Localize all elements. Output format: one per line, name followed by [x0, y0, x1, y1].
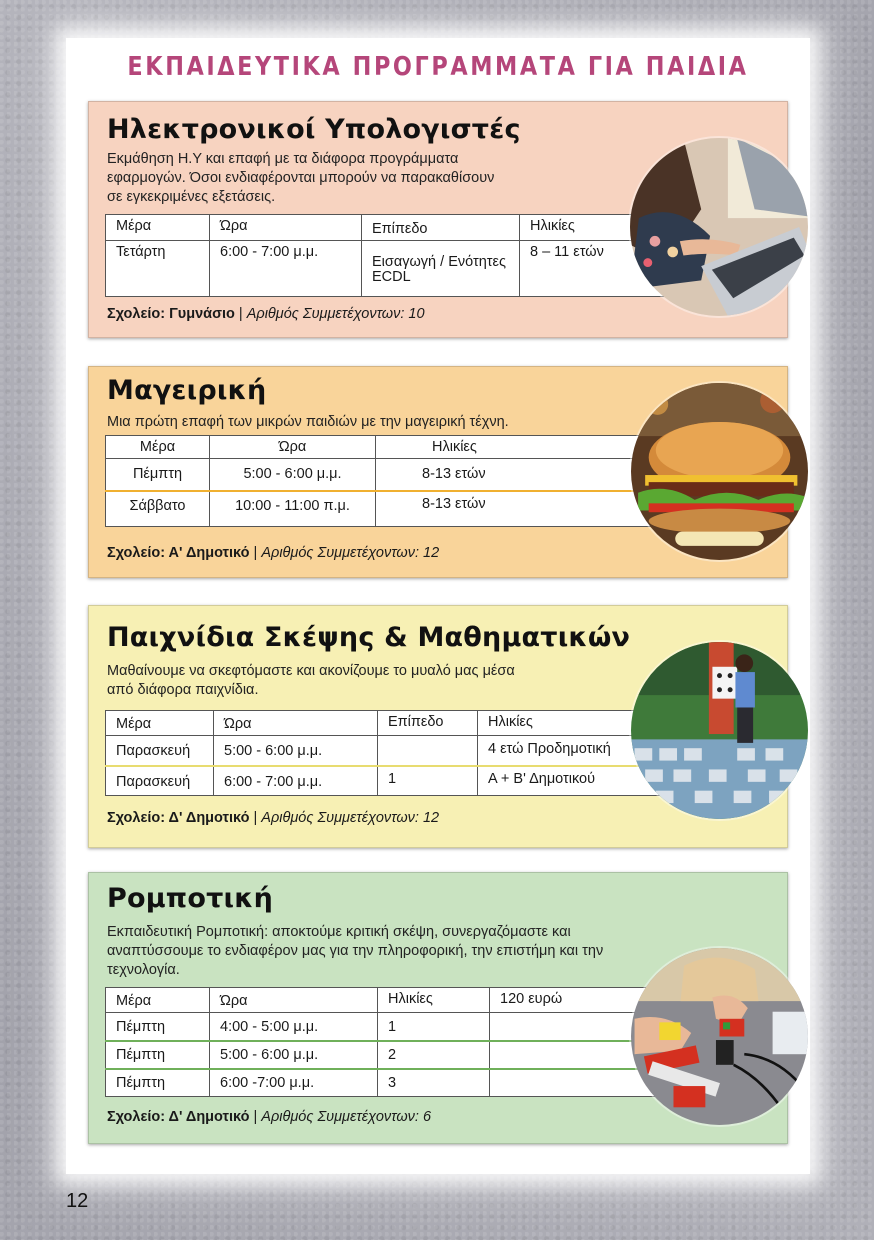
- schedule-table: [105, 435, 665, 527]
- table-header-cell: Μέρα: [106, 436, 210, 459]
- participants-count: Αριθμός Συμμετέχοντων: 6: [261, 1109, 432, 1125]
- table-cell: 6:00 - 7:00 μ.μ.: [210, 241, 362, 297]
- table-cell: 5:00 - 6:00 μ.μ.: [214, 736, 378, 766]
- table-cell: 5:00 - 6:00 μ.μ.: [210, 1041, 378, 1069]
- section-footer: Σχολείο: Α' Δημοτικό | Αριθμός Συμμετέχοντων: 12: [107, 545, 440, 561]
- table-cell: Παρασκευή: [106, 736, 214, 766]
- table-cell: Πέμπτη: [106, 1013, 210, 1041]
- school-label: Σχολείο: Δ' Δημοτικό: [107, 1109, 250, 1125]
- table-header-row: [106, 988, 665, 1013]
- participants-count: Αριθμός Συμμετέχοντων: 12: [261, 545, 440, 561]
- table-cell: Α + Β' Δημοτικού: [478, 766, 665, 796]
- table-row: [106, 491, 665, 527]
- table-header-cell: Μέρα: [106, 988, 210, 1013]
- participants-count: Αριθμός Συμμετέχοντων: 10: [246, 306, 425, 322]
- school-label: Σχολείο: Δ' Δημοτικό: [107, 810, 250, 826]
- table-row: [106, 736, 665, 766]
- table-cell: 2: [378, 1041, 490, 1069]
- section-title: Ηλεκτρονικοί Υπολογιστές: [107, 114, 521, 145]
- participants-count: Αριθμός Συμμετέχοντων: 12: [261, 810, 440, 826]
- table-row: [106, 1041, 665, 1069]
- table-cell: 8 – 11 ετών: [520, 241, 665, 297]
- table-header-row: [106, 436, 665, 459]
- table-cell: [378, 736, 478, 766]
- kids-game-photo: [631, 642, 808, 819]
- table-cell: 1: [378, 766, 478, 796]
- table-cell: 5:00 - 6:00 μ.μ.: [210, 459, 376, 491]
- section-description: Μαθαίνουμε να σκεφτόμαστε και ακονίζουμε το μυαλό μας μέσα από διάφορα παιχνίδια.: [107, 663, 515, 698]
- table-header-cell: Ώρα: [210, 436, 376, 459]
- schedule-table: [105, 214, 665, 297]
- table-header-cell: Μέρα: [106, 215, 210, 241]
- table-cell: Παρασκευή: [106, 766, 214, 796]
- section-description: Εκμάθηση Η.Υ και επαφή με τα διάφορα προγράμματα εφαρμογών. Όσοι ενδιαφέρονται μπορούν να παρακαθίσουν σε εγκεκριμένες εξετάσεις.: [107, 151, 495, 205]
- table-cell: 1: [378, 1013, 490, 1041]
- table-cell: 6:00 -7:00 μ.μ.: [210, 1069, 378, 1097]
- table-header-cell: Επίπεδο: [362, 215, 520, 241]
- table-cell: Εισαγωγή / Ενότητες ECDL: [362, 241, 520, 297]
- table-header-cell: Ηλικίες: [378, 988, 490, 1013]
- table-cell: Σάββατο: [106, 491, 210, 527]
- section-title: Παιχνίδια Σκέψης & Μαθηματικών: [107, 622, 631, 653]
- table-cell: 4 ετώ Προδημοτική: [478, 736, 665, 766]
- section-title: Ρομποτική: [107, 883, 274, 914]
- table-row: [106, 459, 665, 491]
- table-header-cell: Ώρα: [210, 215, 362, 241]
- table-cell: Πέμπτη: [106, 459, 210, 491]
- section-description: Εκπαιδευτική Ρομποτική: αποκτούμε κριτική σκέψη, συνεργαζόμαστε και αναπτύσσουμε το ενδιαφέρον μας για την πληροφορική, την επιστήμη και την τεχνολογία.: [107, 924, 604, 978]
- page-number: 12: [66, 1190, 89, 1212]
- table-cell: 8-13 ετών: [376, 459, 665, 491]
- section-footer: Σχολείο: Δ' Δημοτικό | Αριθμός Συμμετέχοντων: 6: [107, 1109, 432, 1125]
- table-header-cell: Ηλικίες: [376, 436, 665, 459]
- section-title: Μαγειρική: [107, 375, 267, 406]
- table-row: [106, 1069, 665, 1097]
- section-description: Μια πρώτη επαφή των μικρών παιδιών με την μαγειρική τέχνη.: [107, 414, 509, 430]
- table-header-cell: Μέρα: [106, 711, 214, 736]
- table-cell: 4:00 - 5:00 μ.μ.: [210, 1013, 378, 1041]
- table-cell: Πέμπτη: [106, 1041, 210, 1069]
- section-footer: Σχολείο: Γυμνάσιο | Αριθμός Συμμετέχοντων: 10: [107, 306, 425, 322]
- table-row: [106, 766, 665, 796]
- table-cell: 10:00 - 11:00 π.μ.: [210, 491, 376, 527]
- section-footer: Σχολείο: Δ' Δημοτικό | Αριθμός Συμμετέχοντων: 12: [107, 810, 440, 826]
- table-row: [106, 241, 665, 297]
- table-cell: 3: [378, 1069, 490, 1097]
- table-header-cell: Ηλικίες: [478, 711, 665, 736]
- table-cell: Τετάρτη: [106, 241, 210, 297]
- table-header-row: [106, 711, 665, 736]
- table-header-cell: Ώρα: [210, 988, 378, 1013]
- table-cell: 6:00 - 7:00 μ.μ.: [214, 766, 378, 796]
- table-header-cell: Ώρα: [214, 711, 378, 736]
- laptop-photo: [630, 138, 808, 316]
- page-title: ΕΚΠΑΙΔΕΥΤΙΚΑ ΠΡΟΓΡΑΜΜΑΤΑ ΓΙΑ ΠΑΙΔΙΑ: [127, 52, 749, 82]
- school-label: Σχολείο: Α' Δημοτικό: [107, 545, 250, 561]
- table-header-cell: Ηλικίες: [520, 215, 665, 241]
- table-row: [106, 1013, 665, 1041]
- table-header-row: [106, 215, 665, 241]
- burger-photo: [631, 383, 808, 560]
- school-label: Σχολείο: Γυμνάσιο: [107, 306, 235, 322]
- table-cell: 8-13 ετών: [376, 491, 665, 527]
- table-header-cell: Επίπεδο: [378, 711, 478, 736]
- table-header-cell: 120 ευρώ: [490, 988, 665, 1013]
- robot-lego-photo: [631, 948, 808, 1125]
- schedule-table: [105, 987, 665, 1097]
- schedule-table: [105, 710, 665, 796]
- table-cell: Πέμπτη: [106, 1069, 210, 1097]
